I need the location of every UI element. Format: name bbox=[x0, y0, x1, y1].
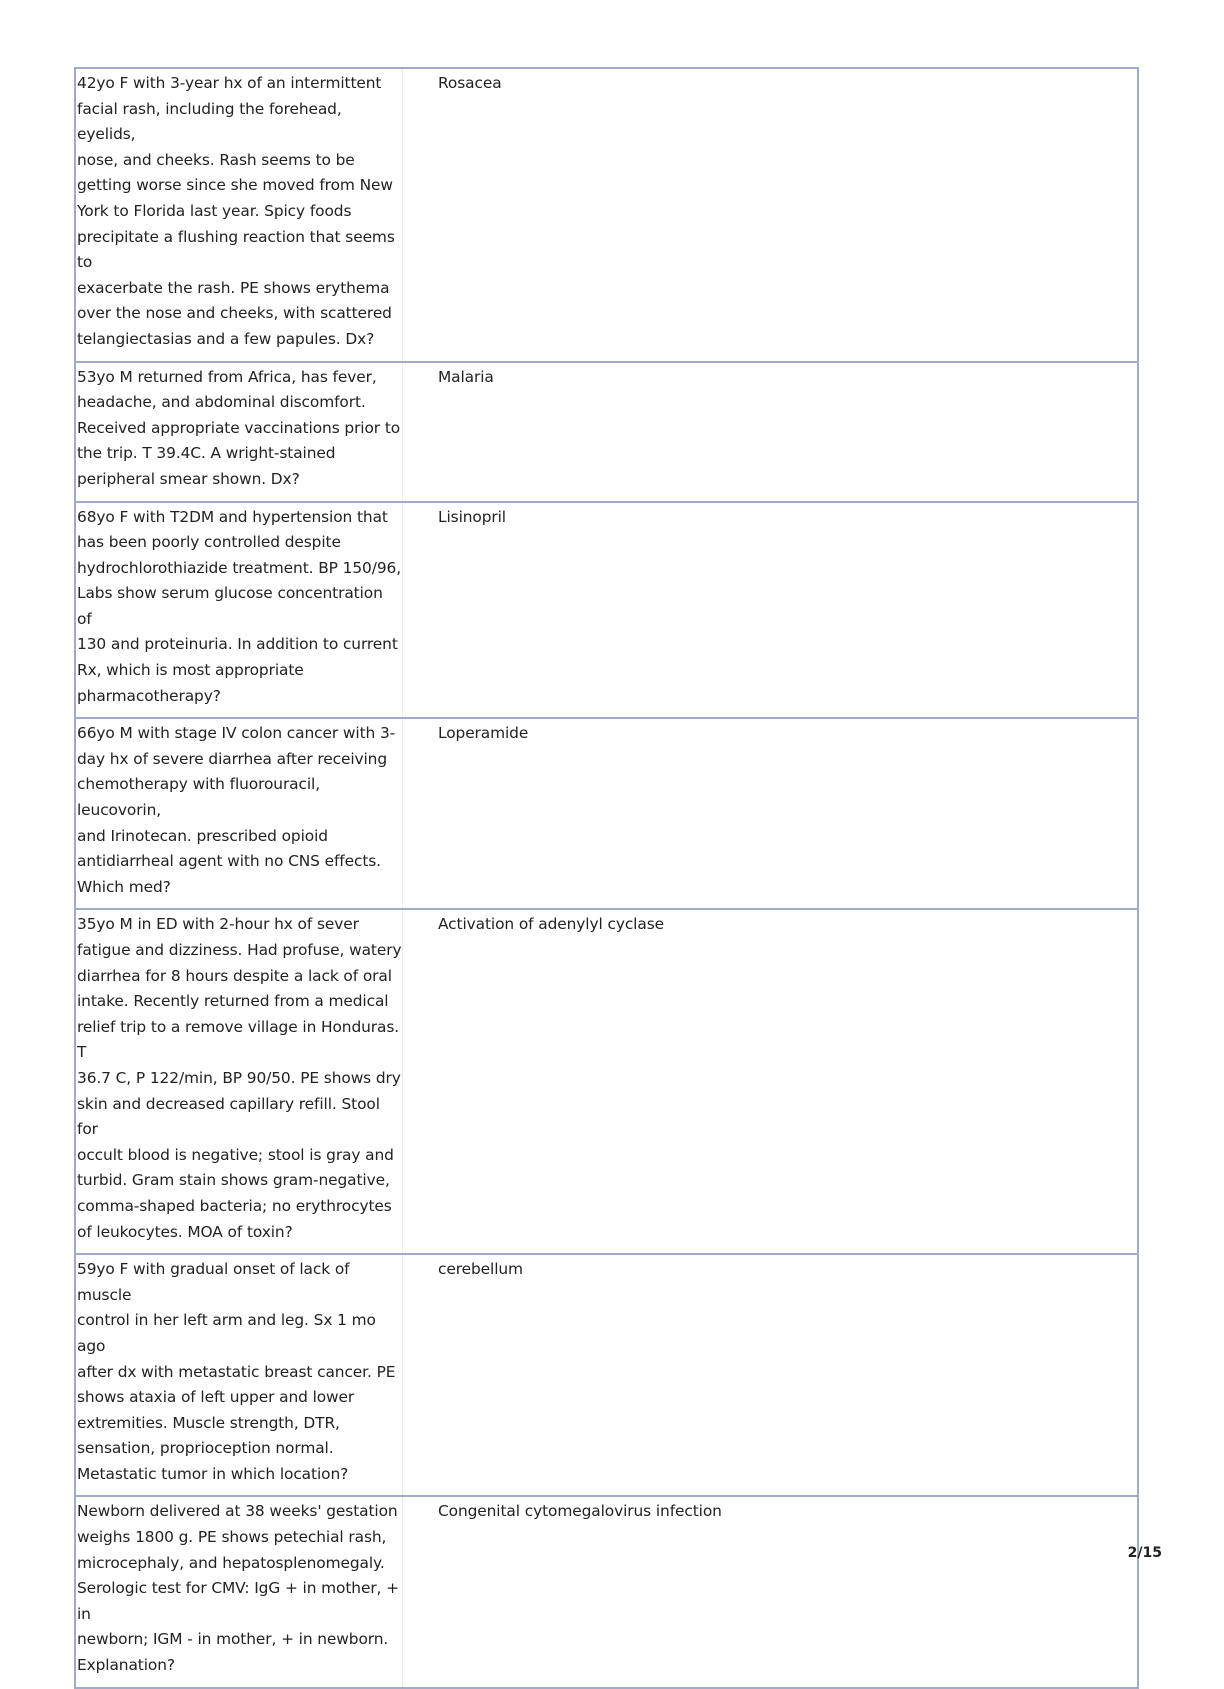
flashcard-row bbox=[74, 67, 1139, 363]
flashcard-list bbox=[74, 67, 1139, 1689]
flashcard-term: 35yo M in ED with 2-hour hx of sever fatigue and dizziness. Had profuse, watery diarrhea for 8 hours despite a lack of oral intake. Recently returned from a medical relief trip to a remove village in Honduras. T 36.7 C, P 122/min, BP 90/50. PE shows dry skin and decreased capillary refill. Stool for occult blood is negative; stool is gray and turbid. Gram stain shows gram-negative, comma-shaped bacteria; no erythrocytes of leukocytes. MOA of toxin? bbox=[76, 910, 403, 1253]
flashcard-definition: Congenital cytomegalovirus infection bbox=[438, 1502, 722, 1521]
flashcard-term: 59yo F with gradual onset of lack of muscle control in her left arm and leg. Sx 1 mo ago after dx with metastatic breast cancer. PE shows ataxia of left upper and lower extremities. Muscle strength, DTR, sensation, proprioception normal. Metastatic tumor in which location? bbox=[76, 1255, 403, 1495]
flashcard-row bbox=[74, 1253, 1139, 1497]
flashcard-row bbox=[74, 501, 1139, 720]
flashcard-row bbox=[74, 908, 1139, 1255]
flashcard-row bbox=[74, 717, 1139, 910]
page-number: 2/15 bbox=[1127, 1545, 1162, 1561]
flashcard-term: 42yo F with 3-year hx of an intermittent facial rash, including the forehead, eyelids, nose, and cheeks. Rash seems to be getting worse since she moved from New York to Florida last year. Spicy foods precipitate a flushing reaction that seems to exacerbate the rash. PE shows erythema over the nose and cheeks, with scattered telangiectasias and a few papules. Dx? bbox=[76, 69, 403, 361]
flashcard-term: 53yo M returned from Africa, has fever, headache, and abdominal discomfort. Received appropriate vaccinations prior to the trip. T 39.4C. A wright-stained peripheral smear shown. Dx? bbox=[76, 363, 403, 501]
flashcard-definition: Loperamide bbox=[438, 724, 529, 743]
flashcard-term: Newborn delivered at 38 weeks' gestation weighs 1800 g. PE shows petechial rash, microcephaly, and hepatosplenomegaly. Serologic test for CMV: IgG + in mother, + in newborn; IGM - in mother, + in newborn. Explanation? bbox=[76, 1497, 403, 1686]
flashcard-row bbox=[74, 361, 1139, 503]
flashcard-definition: Lisinopril bbox=[438, 507, 506, 526]
flashcard-definition: cerebellum bbox=[438, 1260, 523, 1279]
flashcard-term: 66yo M with stage IV colon cancer with 3- day hx of severe diarrhea after receiving chemotherapy with fluorouracil, leucovorin, and Irinotecan. prescribed opioid antidiarrheal agent with no CNS effects. Which med? bbox=[76, 719, 403, 908]
flashcard-definition: Malaria bbox=[438, 367, 494, 386]
flashcard-definition: Rosacea bbox=[438, 74, 502, 92]
flashcard-term: 68yo F with T2DM and hypertension that has been poorly controlled despite hydrochlorothiazide treatment. BP 150/96, Labs show serum glucose concentration of 130 and proteinuria. In addition to current Rx, which is most appropriate pharmacotherapy? bbox=[76, 503, 403, 718]
flashcard-definition: Activation of adenylyl cyclase bbox=[438, 915, 664, 934]
flashcard-row bbox=[74, 1495, 1139, 1688]
